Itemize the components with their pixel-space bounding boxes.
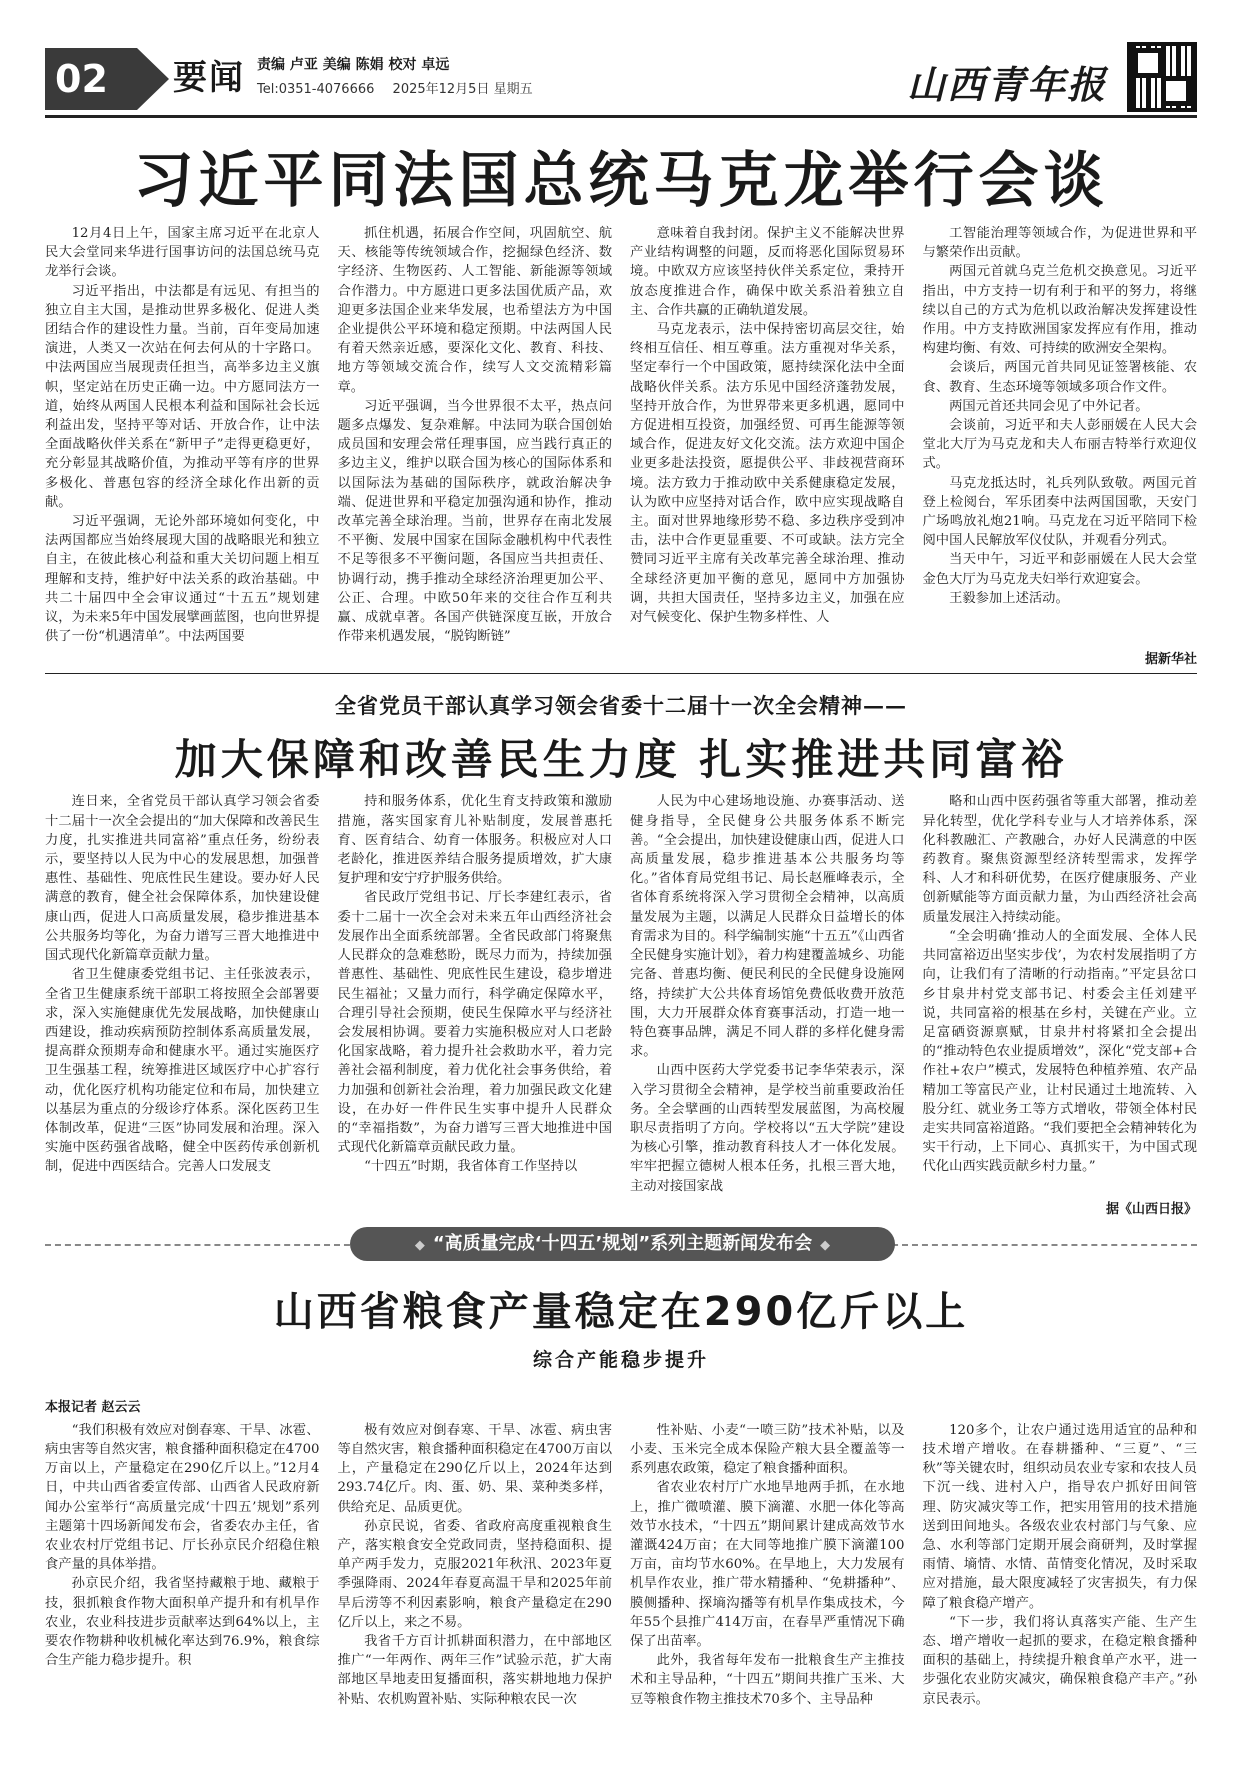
- text-column: [630, 1421, 905, 1709]
- paragraph: 习近平强调，无论外部环境如何变化，中法两国都应当始终展现大国的战略眼光和独立自主，在彼此核心利益和重大关切问题上相互理解和支持，维护好中法关系的政治基础。中共二十届四中全会审议通过“十五五”规划建议，为未来5年中国发展擘画蓝图，也向世界提供了一份“机遇清单”。中法两国要: [45, 514, 320, 645]
- page-number: 02: [45, 48, 137, 110]
- paragraph: 120多个，让农户通过选用适宜的品种和技术增产增收。在春耕播种、“三夏”、“三秋”等关键农时，组织动员农业专家和农技人员下沉一线、进村入户，指导农户抓好田间管理、防灾减灾等工作，把实用管用的技术措施送到田间地头。各级农业农村部门与气象、应急、水利等部门定期开展会商研判，及时掌握雨情、墒情、水情、苗情变化情况，及时采取应对措施，最大限度减轻了灾害损失，有力保障了粮食稳产增产。: [922, 1422, 1197, 1611]
- section-title: 要闻: [173, 58, 245, 98]
- paragraph: 略和山西中医药强省等重大部署，推动差异化转型，优化学科专业与人才培养体系，深化科教融汇、产教融合，办好人民满意的中医药教育。聚焦资源型经济转型需求，发挥学科、人才和科研优势，在医疗健康服务、产业创新赋能等方面贡献力量，为山西经济社会高质量发展注入持续动能。: [922, 794, 1197, 925]
- article2-kicker: 全省党员干部认真学习领会省委十二届十一次全会精神——: [335, 693, 907, 719]
- text-column: [338, 1421, 613, 1709]
- article1-source: 据新华社: [1144, 652, 1197, 668]
- paragraph: 省卫生健康委党组书记、主任张波表示，全省卫生健康系统干部职工将按照全会部署要求，深入实施健康优先发展战略，加快健康山西建设，推动疾病预防控制体系高质量发展，提高群众预期寿命和健康水平。通过实施医疗卫生强基工程，统筹推进区域医疗中心扩容行动，优化医疗机构功能定位和布局，加快建立以基层为重点的分级诊疗体系。深化医药卫生体制改革，促进“三医”协同发展和治理。深入实施中医药强省战略，健全中医药传承创新机制，促进中西医结合。完善人口发展支: [45, 967, 320, 1175]
- text-column: [630, 792, 905, 1195]
- divider: [45, 673, 1197, 674]
- banner-text: “高质量完成‘十四五’规划”系列主题新闻发布会: [432, 1232, 813, 1254]
- paragraph: 当天中午，习近平和彭丽媛在人民大会堂金色大厅为马克龙夫妇举行欢迎宴会。: [922, 552, 1197, 587]
- paragraph: 会谈前，习近平和夫人彭丽媛在人民大会堂北大厅为马克龙和夫人布丽吉特举行欢迎仪式。: [922, 418, 1197, 472]
- paragraph: 马克龙抵达时，礼兵列队致敬。两国元首登上检阅台，军乐团奏中法两国国歌，天安门广场鸣放礼炮21响。马克龙在习近平陪同下检阅中国人民解放军仪仗队，并观看分列式。: [922, 475, 1197, 549]
- paragraph: 习近平强调，当今世界很不太平，热点问题多点爆发、复杂难解。中法同为联合国创始成员国和安理会常任理事国，应当践行真正的多边主义，维护以联合国为核心的国际体系和以国际法为基础的国际秩序，就政治解决争端、促进世界和平稳定加强沟通和协作，推动改革完善全球治理。当前，世界存在南北发展不平衡、发展中国家在国际金融机构中代表性不足等很多不平衡问题，各国应当共担责任、协调行动，携手推动全球经济治理更加公平、公正、合理。中欧50年来的交往合作互利共赢、成就卓著。各国产供链深度互嵌，开放合作带来机遇发展，“脱钩断链”: [337, 398, 612, 645]
- paragraph: 性补贴、小麦“一喷三防”技术补贴，以及小麦、玉米完全成本保险产粮大县全覆盖等一系列惠农政策，稳定了粮食播种面积。: [630, 1422, 905, 1477]
- paragraph: 两国元首还共同会见了中外记者。: [949, 398, 1149, 414]
- paragraph: 我省千方百计抓耕面积潜力，在中部地区推广“一年两作、两年三作”试验示范，扩大南部地区旱地麦田复播面积，落实耕地地力保护补贴、农机购置补贴、实际种粮农民一次: [337, 1633, 612, 1707]
- text-column: [630, 224, 905, 646]
- article3-body: [45, 1421, 1197, 1709]
- paragraph: 孙京民说，省委、省政府高度重视粮食生产，落实粮食安全党政同责，坚持稳面积、提单产两手发力，克服2021年秋汛、2023年夏季强降雨、2024年春夏高温干旱和2025年前旱后涝等不利因素影响，粮食产量稳定在290亿斤以上，来之不易。: [337, 1518, 612, 1630]
- article2-source: 据《山西日报》: [1105, 1201, 1197, 1217]
- paragraph: 人民为中心建场地设施、办赛事活动、送健身指导，全民健身公共服务体系不断完善。“全会提出，加快建设健康山西，促进人口高质量发展，稳步推进基本公共服务均等化。”省体育局党组书记、局长赵雁峰表示，全省体育系统将深入学习贯彻全会精神，以高质量发展为主题，以满足人民群众日益增长的体育需求为目的。科学编制实施“十五五”《山西省全民健身实施计划》，着力构建覆盖城乡、功能完备、普惠均衡、便民利民的全民健身设施网络，持续扩大公共体育场馆免费低收费开放范围，大力开展群众体育赛事活动，打造一地一特色赛事品牌，满足不同人群的多样化健身需求。: [630, 794, 905, 1060]
- text-column: [45, 792, 320, 1195]
- paragraph: 两国元首就乌克兰危机交换意见。习近平指出，中方支持一切有利于和平的努力，将继续以自己的方式为危机以政治解决发挥建设性作用。中方支持欧洲国家发挥应有作用，推动构建均衡、有效、可持续的欧洲安全架构。: [922, 264, 1197, 357]
- article2-headline: 加大保障和改善民生力度 扎实推进共同富裕: [174, 735, 1068, 785]
- paragraph: 持和服务体系，优化生育支持政策和激励措施，落实国家育儿补贴制度，发展普惠托育、医育结合、幼育一体服务。积极应对人口老龄化，推进医养结合服务提质增效，扩大康复护理和安宁疗护服务供给。: [337, 794, 612, 887]
- headline-main: 习近平同法国总统马克龙举行会谈: [133, 146, 1109, 216]
- masthead: [45, 40, 1197, 118]
- issue-date: 2025年12月5日 星期五: [392, 82, 533, 97]
- newspaper-page: [45, 40, 1197, 1709]
- paragraph: 意味着自我封闭。保护主义不能解决世界产业结构调整的问题，反而将恶化国际贸易环境。中欧双方应该坚持伙伴关系定位，秉持开放态度推进合作，确保中欧关系沿着独立自主、合作共赢的正确轨道发展。: [630, 226, 905, 318]
- article3-byline: 本报记者 赵云云: [45, 1399, 141, 1415]
- banner-label: [350, 1227, 895, 1261]
- paragraph: “全会明确‘推动人的全面发展、全体人民共同富裕迈出坚实步伐’，为农村发展指明了方向，让我们有了清晰的行动指南。”平定县岔口乡甘泉井村党支部书记、村委会主任刘建平说，共同富裕的根基在乡村，关键在产业。立足富硒资源禀赋，甘泉井村将紧扣全会提出的“推动特色农业提质增效”，深化“党支部+合作社+农户”模式，发展特色种植养殖、农产品精加工等富民产业，让村民通过土地流转、入股分红、就业务工等方式增收，带领全体村民走实共同富裕道路。“我们要把全会精神转化为实干行动，上下同心、真抓实干，为中国式现代化山西实践贡献乡村力量。”: [922, 928, 1197, 1175]
- paragraph: 孙京民介绍，我省坚持藏粮于地、藏粮于技，狠抓粮食作物大面积单产提升和有机旱作农业，农业科技进步贡献率达到64%以上，主要农作物耕种收机械化率达到76.9%，粮食综合生产能力稳步提升。积: [45, 1576, 320, 1669]
- paragraph: 会谈后，两国元首共同见证签署核能、农食、教育、生态环境等领域多项合作文件。: [922, 360, 1197, 395]
- editor-credits: 责编 卢亚 美编 陈娟 校对 卓远: [257, 57, 450, 73]
- text-column: [923, 792, 1198, 1195]
- paragraph: 12月4日上午，国家主席习近平在北京人民大会堂同来华进行国事访问的法国总统马克龙举行会谈。: [45, 226, 320, 280]
- paragraph: 马克龙表示，法中保持密切高层交往，始终相互信任、相互尊重。法方重视对华关系，坚定奉行一个中国政策，愿持续深化法中全面战略伙伴关系。法方乐见中国经济蓬勃发展，坚持开放合作，为世界带来更多机遇，愿同中方促进相互投资，加强经贸、可再生能源等领域合作，促进友好文化交流。法方欢迎中国企业更多赴法投资，愿提供公平、非歧视营商环境。法方致力于推动欧中关系健康稳定发展，认为欧中应坚持对话合作，欧中应实现战略自主。面对世界地缘形势不稳、多边秩序受到冲击，法中合作更显重要、不可或缺。法方完全赞同习近平主席有关改革完善全球治理、推动全球经济更加平衡的意见，愿同中方加强协调，共担大国责任，坚持多边主义，加强在应对气候变化、保护生物多样性、人: [630, 322, 905, 626]
- paragraph: “我们积极有效应对倒春寒、干旱、冰雹、病虫害等自然灾害，粮食播种面积稳定在4700万亩以上，产量稳定在290亿斤以上。”12月4日，中共山西省委宣传部、山西省人民政府新闻办公室举行“高质量完成‘十四五’规划”系列主题第十四场新闻发布会，省委农办主任，省农业农村厅党组书记、厅长孙京民介绍稳住粮食产量的具体举措。: [45, 1422, 320, 1573]
- paragraph: 省民政厅党组书记、厅长李建红表示，省委十二届十一次全会对未来五年山西经济社会发展作出全面系统部署。全省民政部门将聚焦人民群众的急难愁盼，既尽力而为，持续加强普惠性、基础性、兜底性民生建设，稳步增进民生福祉；又量力而行，科学确定保障水平，合理引导社会预期，使民生保障水平与经济社会发展相协调。要着力实施积极应对人口老龄化国家战略，着力提升社会救助水平，着力完善社会福利制度，着力优化社会事务供给，着力加强和创新社会治理，着力加强民政文化建设，在办好一件件民生实事中提升人民群众的“幸福指数”，为奋力谱写三晋大地推进中国式现代化新篇章贡献民政力量。: [337, 890, 612, 1156]
- text-column: [45, 224, 320, 646]
- qr-code-icon: [1127, 42, 1197, 112]
- text-column: [338, 792, 613, 1195]
- paragraph: 连日来，全省党员干部认真学习领会省委十二届十一次全会提出的“加大保障和改善民生力度，扎实推进共同富裕”重点任务，纷纷表示，要坚持以人民为中心的发展思想，加强普惠性、基础性、兜底性民生建设。要办好人民满意的教育，健全社会保障体系，加快建设健康山西，促进人口高质量发展，稳步推进基本公共服务均等化，为奋力谱写三晋大地推进中国式现代化新篇章贡献力量。: [45, 794, 320, 964]
- banner-ornament-icon: ◆: [820, 1237, 831, 1253]
- article1-body: [45, 224, 1197, 646]
- paragraph: 此外，我省每年发布一批粮食生产主推技术和主导品种，“十四五”期间共推广玉米、大豆等粮食作物主推技术70多个、主导品种: [630, 1653, 905, 1707]
- paragraph: 王毅参加上述活动。: [949, 590, 1069, 606]
- header-meta: [257, 78, 547, 97]
- paragraph: “十四五”时期，我省体育工作坚持以: [364, 1159, 578, 1175]
- banner-ornament-icon: ◆: [414, 1237, 425, 1253]
- article2-body: [45, 792, 1197, 1195]
- paragraph: 抓住机遇，拓展合作空间，巩固航空、航天、核能等传统领域合作，挖掘绿色经济、数字经济、生物医药、人工智能、新能源等领域合作潜力。中方愿进口更多法国优质产品，欢迎更多法国企业来华发展，也希望法方为中国企业提供公平环境和稳定预期。中法两国人民有着天然亲近感，要深化文化、教育、科技、地方等领域交流合作，续写人文交流精彩篇章。: [337, 226, 612, 395]
- newspaper-logo: 山西青年报: [906, 62, 1107, 107]
- article3-subtitle: 综合产能稳步提升: [532, 1348, 709, 1371]
- paragraph: 习近平指出，中法都是有远见、有担当的独立自主大国，是推动世界多极化、促进人类团结合作的建设性力量。当前，百年变局加速演进，人类又一次站在何去何从的十字路口。中法两国应当展现责任担当，高举多边主义旗帜，坚定站在历史正确一边。中方愿同法方一道，始终从两国人民根本利益和国际社会长远利益出发，坚持平等对话、开放合作，让中法全面战略伙伴关系在“新甲子”走得更稳更好，充分彰显其战略价值，为推动平等有序的世界多极化、普惠包容的经济全球化作出新的贡献。: [45, 283, 320, 510]
- paragraph: 省农业农村厅广水地旱地两手抓，在水地上，推广微喷灌、膜下滴灌、水肥一体化等高效节水技术，“十四五”期间累计建成高效节水灌溉424万亩；在大同等地推广膜下滴灌100万亩，亩均节水60%。在旱地上，大力发展有机旱作农业，推广带水精播种、“免耕播种”、膜侧播种、探墒沟播等有机旱作集成技术，今年55个县推广414万亩，在春旱严重情况下确保了出苗率。: [630, 1480, 905, 1649]
- paragraph: 工智能治理等领域合作，为促进世界和平与繁荣作出贡献。: [922, 226, 1197, 261]
- text-column: [923, 224, 1198, 646]
- paragraph: 极有效应对倒春寒、干旱、冰雹、病虫害等自然灾害，粮食播种面积稳定在4700万亩以上，产量稳定在290亿斤以上，2024年达到293.74亿斤。肉、蛋、奶、果、菜种类多样，供给充足、品质更优。: [337, 1422, 612, 1515]
- telephone: Tel:0351-4076666: [257, 82, 375, 97]
- series-banner: [45, 1225, 1197, 1265]
- text-column: [45, 1421, 320, 1709]
- text-column: [923, 1421, 1198, 1709]
- paragraph: “下一步，我们将认真落实产能、生产生态、增产增收一起抓的要求，在稳定粮食播种面积的基础上，持续提升粮食单产水平，进一步强化农业防灾减灾，确保粮食稳产丰产。”孙京民表示。: [922, 1614, 1197, 1707]
- paragraph: 山西中医药大学党委书记李华荣表示，深入学习贯彻全会精神，是学校当前重要政治任务。全会擘画的山西转型发展蓝图，为高校履职尽责指明了方向。学校将以“五大学院”建设为核心引擎，推动教育科技人才一体化发展。牢牢把握立德树人根本任务，扎根三晋大地，主动对接国家战: [630, 1063, 905, 1194]
- text-column: [338, 224, 613, 646]
- article3-wrap: [45, 1396, 1197, 1709]
- article3-headline: 山西省粮食产量稳定在290亿斤以上: [273, 1288, 969, 1335]
